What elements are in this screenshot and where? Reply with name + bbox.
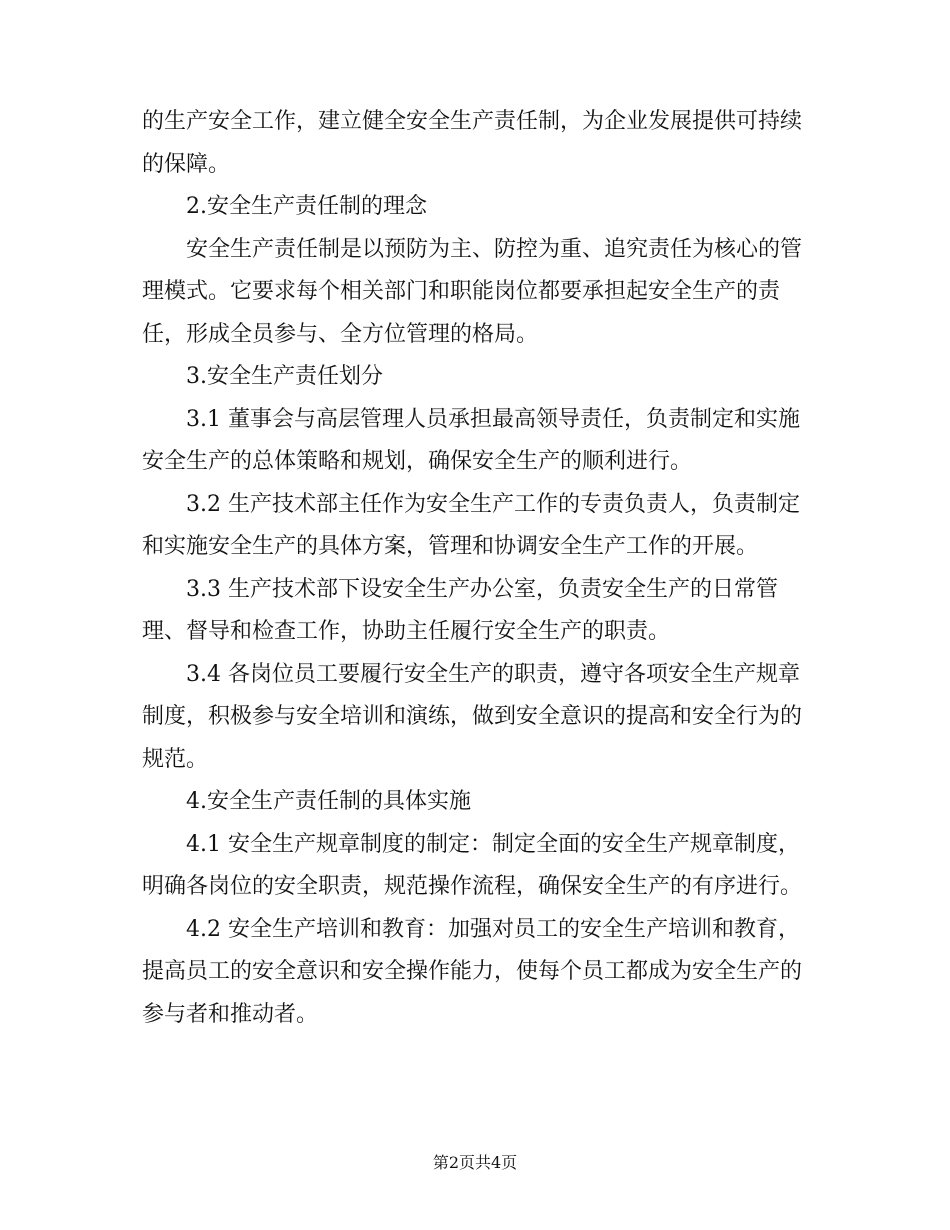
paragraph-4-1: 4.1 安全生产规章制度的制定：制定全面的安全生产规章制度，明确各岗位的安全职责，规范操作流程，确保安全生产的有序进行。 [142,831,803,899]
paragraph-3-1: 3.1 董事会与高层管理人员承担最高领导责任，负责制定和实施安全生产的总体策略和规划，确保安全生产的顺利进行。 [142,406,800,474]
document-body [142,101,802,1036]
section-heading-4: 4.安全生产责任制的具体实施 [186,789,471,814]
section-heading-3: 3.安全生产责任划分 [186,364,383,389]
paragraph-3-4: 3.4 各岗位员工要履行安全生产的职责，遵守各项安全生产规章制度，积极参与安全培训和演练，做到安全意识的提高和安全行为的规范。 [142,661,803,772]
paragraph-continuation: 的生产安全工作，建立健全安全生产责任制，为企业发展提供可持续的保障。 [142,109,803,177]
paragraph-4-2: 4.2 安全生产培训和教育：加强对员工的安全生产培训和教育，提高员工的安全意识和安全操作能力，使每个员工都成为安全生产的参与者和推动者。 [142,916,803,1027]
paragraph-concept: 安全生产责任制是以预防为主、防控为重、追究责任为核心的管理模式。它要求每个相关部门和职能岗位都要承担起安全生产的责任，形成全员参与、全方位管理的格局。 [142,236,803,347]
paragraph-3-3: 3.3 生产技术部下设安全生产办公室，负责安全生产的日常管理、督导和检查工作，协助主任履行安全生产的职责。 [142,576,778,644]
section-heading-2: 2.安全生产责任制的理念 [186,194,427,219]
page-number-footer: 第2页共4页 [432,1153,518,1172]
paragraph-3-2: 3.2 生产技术部主任作为安全生产工作的专责负责人，负责制定和实施安全生产的具体方案，管理和协调安全生产工作的开展。 [142,491,800,559]
